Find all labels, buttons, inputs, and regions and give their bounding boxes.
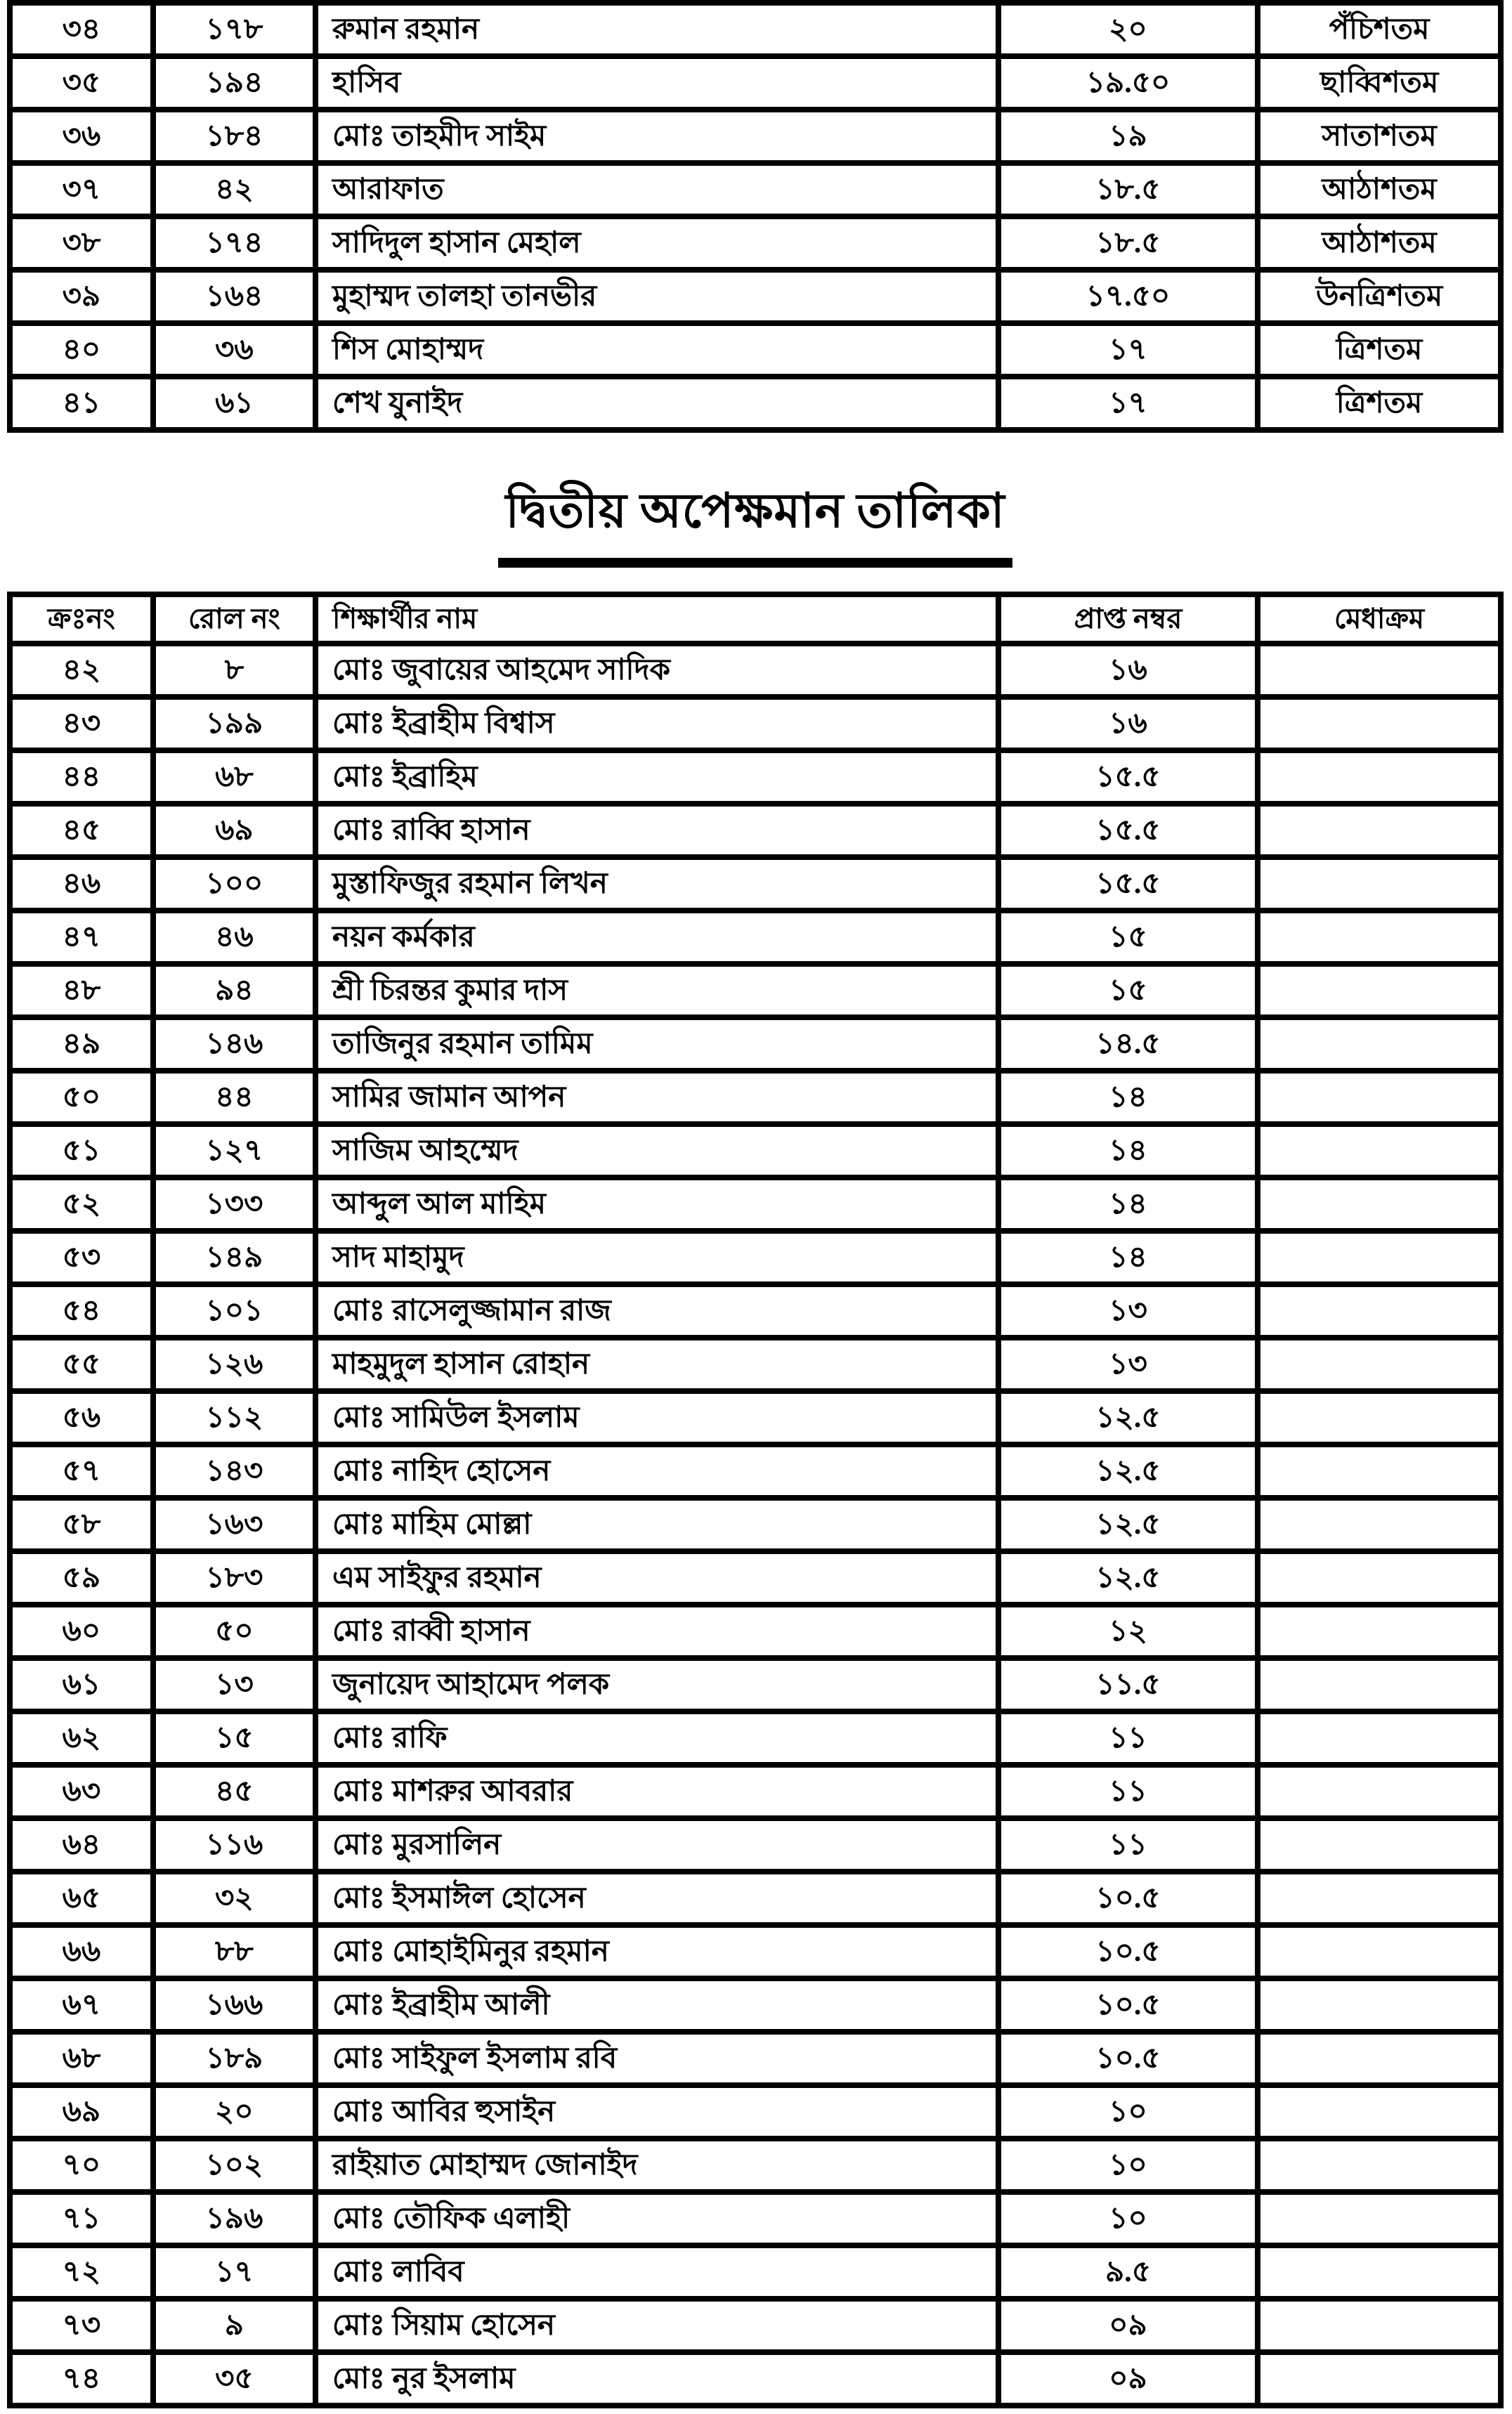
name-cell: মোঃ মাশরুর আবরার — [315, 1765, 998, 1818]
serial-cell: ৫১ — [10, 1124, 153, 1177]
table-row — [10, 1978, 1501, 2032]
roll-cell: ১৭৪ — [153, 216, 315, 270]
table-row — [10, 804, 1501, 857]
roll-cell: ৩৬ — [153, 323, 315, 377]
name-cell: মোঃ রাব্বি হাসান — [315, 804, 998, 857]
merit-cell — [1258, 1231, 1501, 1284]
serial-cell: ৬৯ — [10, 2085, 153, 2139]
table-row — [10, 1711, 1501, 1765]
marks-cell: ১০.৫ — [998, 2032, 1258, 2085]
table-row — [10, 1017, 1501, 1071]
table-row — [10, 1872, 1501, 1925]
merit-cell: আঠাশতম — [1258, 163, 1501, 216]
marks-cell: ১০ — [998, 2139, 1258, 2192]
merit-cell: ত্রিশতম — [1258, 377, 1501, 430]
merit-cell — [1258, 1765, 1501, 1818]
table-row — [10, 1551, 1501, 1605]
marks-cell: ১০ — [998, 2192, 1258, 2245]
serial-cell: ৪৬ — [10, 857, 153, 911]
section-title: দ্বিতীয় অপেক্ষমান তালিকা — [498, 474, 1012, 568]
name-cell: মোঃ রাসেলুজ্জামান রাজ — [315, 1284, 998, 1338]
merit-cell — [1258, 1872, 1501, 1925]
table-row — [10, 1605, 1501, 1658]
table-row — [10, 2352, 1501, 2406]
name-cell: মোঃ নুর ইসলাম — [315, 2352, 998, 2406]
name-cell: আব্দুল আল মাহিম — [315, 1177, 998, 1231]
marks-cell: ১৬ — [998, 644, 1258, 697]
marks-cell: ১৬ — [998, 697, 1258, 750]
merit-cell — [1258, 964, 1501, 1017]
roll-cell: ১৫ — [153, 1711, 315, 1765]
name-cell: শিস মোহাম্মদ — [315, 323, 998, 377]
table-header-row — [10, 594, 1501, 644]
marks-cell: ১০ — [998, 2085, 1258, 2139]
marks-cell: ১৯ — [998, 110, 1258, 163]
name-cell: সাদিদুল হাসান মেহাল — [315, 216, 998, 270]
merit-cell — [1258, 644, 1501, 697]
serial-cell: ৭১ — [10, 2192, 153, 2245]
marks-cell: ১০.৫ — [998, 1978, 1258, 2032]
header-serial: ক্রঃনং — [10, 594, 153, 644]
table-row — [10, 1765, 1501, 1818]
header-roll: রোল নং — [153, 594, 315, 644]
name-cell: সাদ মাহামুদ — [315, 1231, 998, 1284]
name-cell: রুমান রহমান — [315, 3, 998, 56]
serial-cell: ৩৫ — [10, 56, 153, 110]
marks-cell: ১৮.৫ — [998, 216, 1258, 270]
serial-cell: ৭২ — [10, 2245, 153, 2299]
table-row — [10, 857, 1501, 911]
serial-cell: ৬৫ — [10, 1872, 153, 1925]
roll-cell: ১৪৩ — [153, 1444, 315, 1498]
table-row — [10, 163, 1501, 216]
roll-cell: ১০১ — [153, 1284, 315, 1338]
name-cell: আরাফাত — [315, 163, 998, 216]
marks-cell: ১৮.৫ — [998, 163, 1258, 216]
merit-cell — [1258, 1658, 1501, 1711]
name-cell: তাজিনুর রহমান তামিম — [315, 1017, 998, 1071]
table-row — [10, 3, 1501, 56]
marks-cell: ১২.৫ — [998, 1391, 1258, 1444]
roll-cell: ৮৮ — [153, 1925, 315, 1978]
marks-cell: ১১.৫ — [998, 1658, 1258, 1711]
name-cell: মুহাম্মদ তালহা তানভীর — [315, 270, 998, 323]
serial-cell: ৫৫ — [10, 1338, 153, 1391]
marks-cell: ১২.৫ — [998, 1498, 1258, 1551]
name-cell: মোঃ তৌফিক এলাহী — [315, 2192, 998, 2245]
serial-cell: ৪৮ — [10, 964, 153, 1017]
serial-cell: ৫৪ — [10, 1284, 153, 1338]
roll-cell: ৬৯ — [153, 804, 315, 857]
merit-cell: আঠাশতম — [1258, 216, 1501, 270]
marks-cell: ১৪ — [998, 1071, 1258, 1124]
roll-cell: ১৮৪ — [153, 110, 315, 163]
table-row — [10, 270, 1501, 323]
table-row — [10, 964, 1501, 1017]
name-cell: মোঃ সিয়াম হোসেন — [315, 2299, 998, 2352]
serial-cell: ৬৪ — [10, 1818, 153, 1872]
name-cell: রাইয়াত মোহাম্মদ জোনাইদ — [315, 2139, 998, 2192]
roll-cell: ১৭ — [153, 2245, 315, 2299]
header-student-name: শিক্ষার্থীর নাম — [315, 594, 998, 644]
roll-cell: ৩৫ — [153, 2352, 315, 2406]
name-cell: মোঃ মোহাইমিনুর রহমান — [315, 1925, 998, 1978]
merit-cell — [1258, 1818, 1501, 1872]
merit-cell — [1258, 2299, 1501, 2352]
table-row — [10, 2085, 1501, 2139]
marks-cell: ১০.৫ — [998, 1925, 1258, 1978]
name-cell: মোঃ রাব্বী হাসান — [315, 1605, 998, 1658]
roll-cell: ৯ — [153, 2299, 315, 2352]
serial-cell: ৩৪ — [10, 3, 153, 56]
table-row — [10, 56, 1501, 110]
roll-cell: ৪২ — [153, 163, 315, 216]
roll-cell: ৬১ — [153, 377, 315, 430]
roll-cell: ৯৪ — [153, 964, 315, 1017]
roll-cell: ১২৭ — [153, 1124, 315, 1177]
name-cell: মুস্তাফিজুর রহমান লিখন — [315, 857, 998, 911]
merit-cell — [1258, 1711, 1501, 1765]
roll-cell: ১১৬ — [153, 1818, 315, 1872]
marks-cell: ৯.৫ — [998, 2245, 1258, 2299]
table-row — [10, 750, 1501, 804]
marks-cell: ১১ — [998, 1765, 1258, 1818]
serial-cell: ৩৮ — [10, 216, 153, 270]
merit-cell — [1258, 857, 1501, 911]
table-row — [10, 2032, 1501, 2085]
name-cell: মোঃ আবির হুসাইন — [315, 2085, 998, 2139]
marks-cell: ১১ — [998, 1818, 1258, 1872]
name-cell: হাসিব — [315, 56, 998, 110]
marks-cell: ০৯ — [998, 2299, 1258, 2352]
table-row — [10, 1231, 1501, 1284]
table-row — [10, 644, 1501, 697]
serial-cell: ৬৭ — [10, 1978, 153, 2032]
table-row — [10, 1498, 1501, 1551]
marks-cell: ১৭ — [998, 377, 1258, 430]
name-cell: মোঃ সাইফুল ইসলাম রবি — [315, 2032, 998, 2085]
roll-cell: ১০২ — [153, 2139, 315, 2192]
serial-cell: ৬৬ — [10, 1925, 153, 1978]
serial-cell: ৬৩ — [10, 1765, 153, 1818]
name-cell: মোঃ তাহমীদ সাইম — [315, 110, 998, 163]
table-row — [10, 1444, 1501, 1498]
merit-cell — [1258, 1498, 1501, 1551]
marks-cell: ১৪.৫ — [998, 1017, 1258, 1071]
table-row — [10, 377, 1501, 430]
name-cell: মোঃ ইব্রাহীম বিশ্বাস — [315, 697, 998, 750]
name-cell: মোঃ মাহিম মোল্লা — [315, 1498, 998, 1551]
marks-cell: ১২ — [998, 1605, 1258, 1658]
roll-cell: ১৮৩ — [153, 1551, 315, 1605]
serial-cell: ৭০ — [10, 2139, 153, 2192]
serial-cell: ৬৮ — [10, 2032, 153, 2085]
serial-cell: ৫৮ — [10, 1498, 153, 1551]
merit-cell — [1258, 1338, 1501, 1391]
table-row — [10, 1124, 1501, 1177]
second-waiting-list-table — [7, 592, 1504, 2408]
serial-cell: ৫৬ — [10, 1391, 153, 1444]
table-row — [10, 1177, 1501, 1231]
merit-cell — [1258, 911, 1501, 964]
roll-cell: ১৬৩ — [153, 1498, 315, 1551]
roll-cell: ৪৪ — [153, 1071, 315, 1124]
table-row — [10, 2299, 1501, 2352]
serial-cell: ৪২ — [10, 644, 153, 697]
serial-cell: ৪৩ — [10, 697, 153, 750]
serial-cell: ৪১ — [10, 377, 153, 430]
roll-cell: ১৬৬ — [153, 1978, 315, 2032]
merit-cell — [1258, 1551, 1501, 1605]
table-row — [10, 323, 1501, 377]
merit-cell — [1258, 1391, 1501, 1444]
marks-cell: ১৪ — [998, 1177, 1258, 1231]
marks-cell: ১৯.৫০ — [998, 56, 1258, 110]
name-cell: সাজিম আহম্মেদ — [315, 1124, 998, 1177]
name-cell: শ্রী চিরন্তর কুমার দাস — [315, 964, 998, 1017]
merit-cell — [1258, 1124, 1501, 1177]
serial-cell: ৪৫ — [10, 804, 153, 857]
marks-cell: ১৪ — [998, 1231, 1258, 1284]
marks-cell: ১৩ — [998, 1338, 1258, 1391]
roll-cell: ৬৮ — [153, 750, 315, 804]
roll-cell: ১৯৪ — [153, 56, 315, 110]
serial-cell: ৩৭ — [10, 163, 153, 216]
merit-cell — [1258, 1177, 1501, 1231]
merit-cell — [1258, 2192, 1501, 2245]
roll-cell: ১১২ — [153, 1391, 315, 1444]
serial-cell: ৫৭ — [10, 1444, 153, 1498]
serial-cell: ৪০ — [10, 323, 153, 377]
merit-cell — [1258, 2139, 1501, 2192]
table-row — [10, 911, 1501, 964]
marks-cell: ১৫.৫ — [998, 750, 1258, 804]
marks-cell: ১৭.৫০ — [998, 270, 1258, 323]
serial-cell: ৫০ — [10, 1071, 153, 1124]
merit-cell — [1258, 804, 1501, 857]
first-waiting-list-rows — [10, 3, 1501, 430]
serial-cell: ৪৪ — [10, 750, 153, 804]
serial-cell: ৫২ — [10, 1177, 153, 1231]
table-row — [10, 2245, 1501, 2299]
table-row — [10, 2192, 1501, 2245]
name-cell: এম সাইফুর রহমান — [315, 1551, 998, 1605]
merit-cell — [1258, 1444, 1501, 1498]
merit-cell: উনত্রিশতম — [1258, 270, 1501, 323]
header-merit: মেধাক্রম — [1258, 594, 1501, 644]
serial-cell: ৩৬ — [10, 110, 153, 163]
first-waiting-list-table — [7, 0, 1504, 433]
roll-cell: ৫০ — [153, 1605, 315, 1658]
name-cell: মোঃ জুবায়ের আহমেদ সাদিক — [315, 644, 998, 697]
marks-cell: ১২.৫ — [998, 1444, 1258, 1498]
roll-cell: ১০০ — [153, 857, 315, 911]
serial-cell: ৪৯ — [10, 1017, 153, 1071]
merit-cell — [1258, 1925, 1501, 1978]
serial-cell: ৭৪ — [10, 2352, 153, 2406]
header-marks: প্রাপ্ত নম্বর — [998, 594, 1258, 644]
merit-cell — [1258, 1071, 1501, 1124]
name-cell: নয়ন কর্মকার — [315, 911, 998, 964]
name-cell: সামির জামান আপন — [315, 1071, 998, 1124]
roll-cell: ১২৬ — [153, 1338, 315, 1391]
serial-cell: ৪৭ — [10, 911, 153, 964]
table-row — [10, 216, 1501, 270]
table-row — [10, 110, 1501, 163]
roll-cell: ১৯৯ — [153, 697, 315, 750]
roll-cell: ১৩ — [153, 1658, 315, 1711]
marks-cell: ১৫ — [998, 911, 1258, 964]
merit-cell — [1258, 697, 1501, 750]
table-row — [10, 1925, 1501, 1978]
serial-cell: ৩৯ — [10, 270, 153, 323]
merit-cell: পঁচিশতম — [1258, 3, 1501, 56]
marks-cell: ১৫.৫ — [998, 804, 1258, 857]
roll-cell: ১৯৬ — [153, 2192, 315, 2245]
table-row — [10, 697, 1501, 750]
name-cell: মোঃ ইব্রাহীম আলী — [315, 1978, 998, 2032]
name-cell: মোঃ নাহিদ হোসেন — [315, 1444, 998, 1498]
serial-cell: ৭৩ — [10, 2299, 153, 2352]
name-cell: মোঃ লাবিব — [315, 2245, 998, 2299]
name-cell: মোঃ মুরসালিন — [315, 1818, 998, 1872]
serial-cell: ৬২ — [10, 1711, 153, 1765]
serial-cell: ৬০ — [10, 1605, 153, 1658]
name-cell: মাহমুদুল হাসান রোহান — [315, 1338, 998, 1391]
name-cell: শেখ যুনাইদ — [315, 377, 998, 430]
marks-cell: ১৫ — [998, 964, 1258, 1017]
table-row — [10, 1284, 1501, 1338]
table-row — [10, 1818, 1501, 1872]
merit-cell — [1258, 2032, 1501, 2085]
serial-cell: ৬১ — [10, 1658, 153, 1711]
marks-cell: ১৫.৫ — [998, 857, 1258, 911]
table-row — [10, 1658, 1501, 1711]
marks-cell: ১২.৫ — [998, 1551, 1258, 1605]
roll-cell: ১৭৮ — [153, 3, 315, 56]
merit-cell: ছাব্বিশতম — [1258, 56, 1501, 110]
serial-cell: ৫৩ — [10, 1231, 153, 1284]
roll-cell: ২০ — [153, 2085, 315, 2139]
marks-cell: ১৭ — [998, 323, 1258, 377]
merit-cell — [1258, 2352, 1501, 2406]
merit-cell — [1258, 1978, 1501, 2032]
merit-cell — [1258, 1605, 1501, 1658]
roll-cell: ১৬৪ — [153, 270, 315, 323]
table-row — [10, 1391, 1501, 1444]
name-cell: মোঃ ইব্রাহিম — [315, 750, 998, 804]
merit-cell — [1258, 1017, 1501, 1071]
roll-cell: ৩২ — [153, 1872, 315, 1925]
name-cell: মোঃ ইসমাঈল হোসেন — [315, 1872, 998, 1925]
roll-cell: ৪৫ — [153, 1765, 315, 1818]
roll-cell: ১৩৩ — [153, 1177, 315, 1231]
merit-cell — [1258, 1284, 1501, 1338]
marks-cell: ২০ — [998, 3, 1258, 56]
roll-cell: ১৪৬ — [153, 1017, 315, 1071]
roll-cell: ৪৬ — [153, 911, 315, 964]
marks-cell: ১১ — [998, 1711, 1258, 1765]
roll-cell: ৮ — [153, 644, 315, 697]
name-cell: মোঃ রাফি — [315, 1711, 998, 1765]
table-row — [10, 1338, 1501, 1391]
name-cell: জুনায়েদ আহামেদ পলক — [315, 1658, 998, 1711]
table-row — [10, 1071, 1501, 1124]
merit-cell: সাতাশতম — [1258, 110, 1501, 163]
section-title-wrap — [7, 474, 1504, 568]
table-row — [10, 2139, 1501, 2192]
merit-cell: ত্রিশতম — [1258, 323, 1501, 377]
marks-cell: ১৩ — [998, 1284, 1258, 1338]
second-waiting-list-rows — [10, 644, 1501, 2406]
name-cell: মোঃ সামিউল ইসলাম — [315, 1391, 998, 1444]
merit-cell — [1258, 2085, 1501, 2139]
marks-cell: ১৪ — [998, 1124, 1258, 1177]
roll-cell: ১৮৯ — [153, 2032, 315, 2085]
serial-cell: ৫৯ — [10, 1551, 153, 1605]
roll-cell: ১৪৯ — [153, 1231, 315, 1284]
marks-cell: ০৯ — [998, 2352, 1258, 2406]
marks-cell: ১০.৫ — [998, 1872, 1258, 1925]
merit-cell — [1258, 2245, 1501, 2299]
merit-cell — [1258, 750, 1501, 804]
